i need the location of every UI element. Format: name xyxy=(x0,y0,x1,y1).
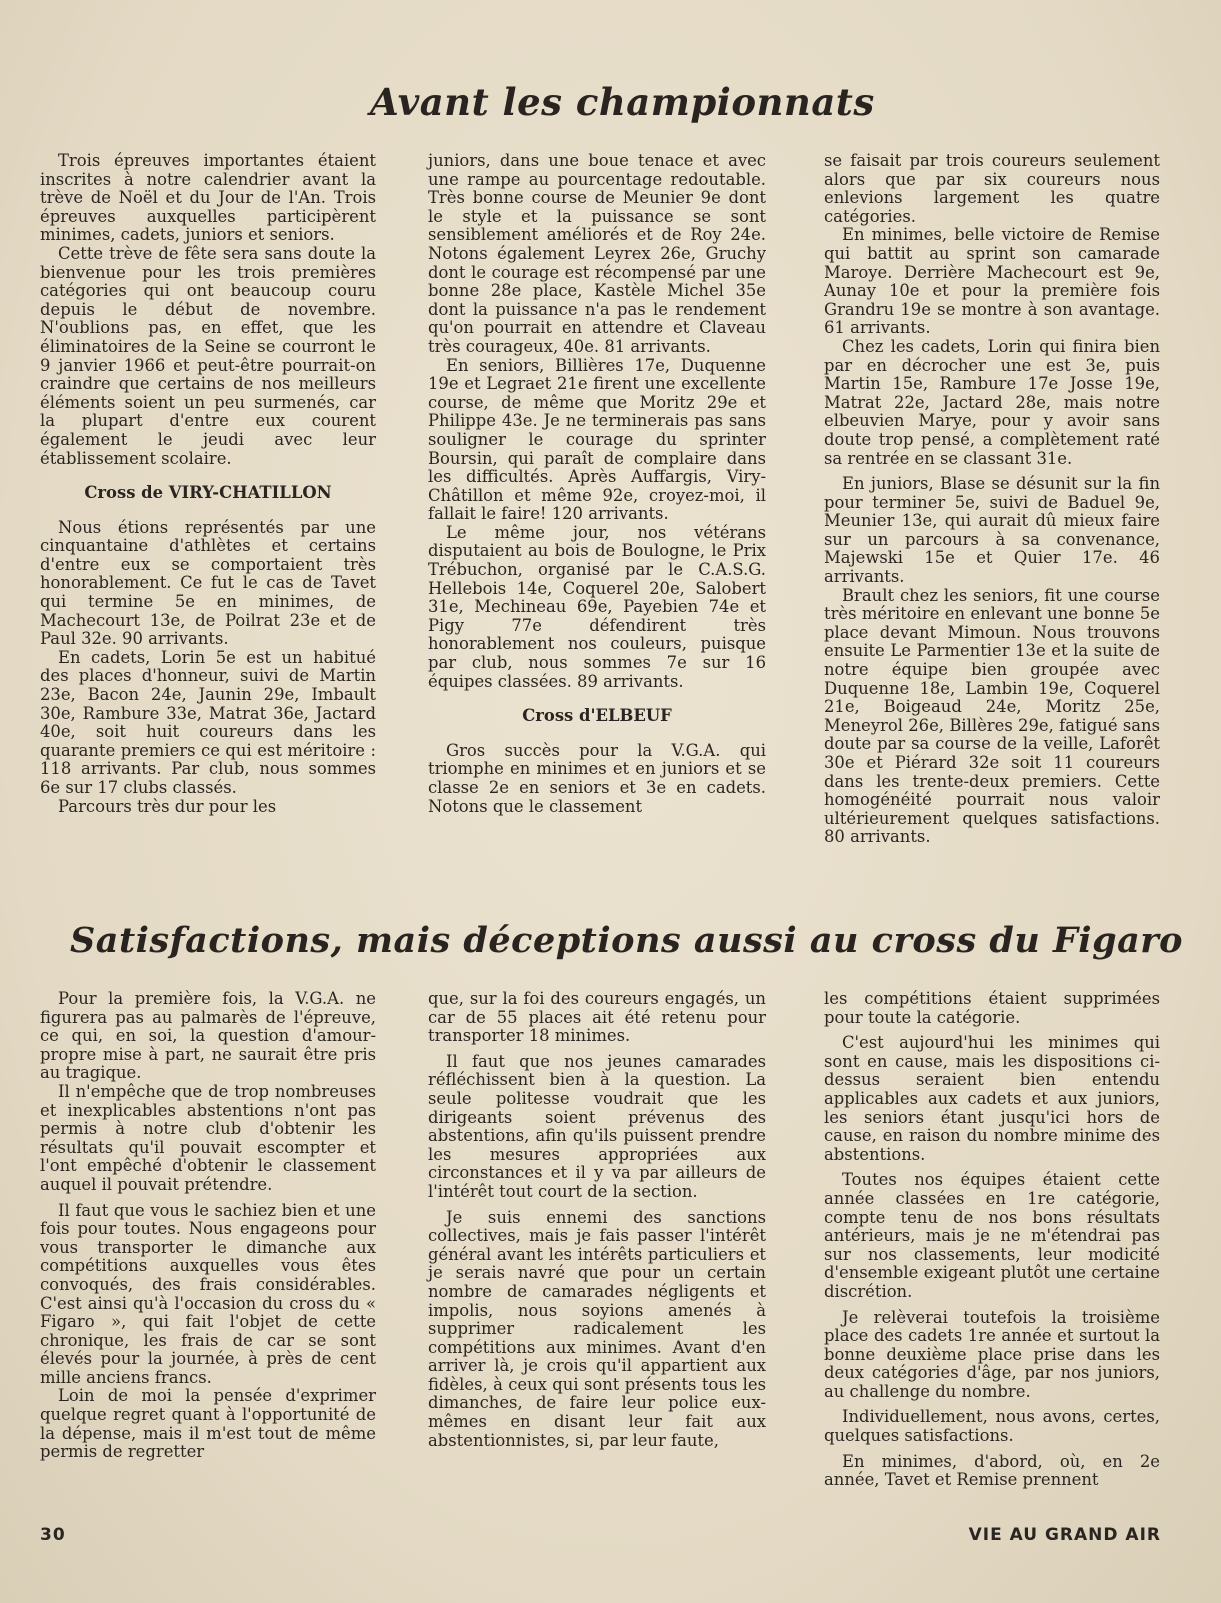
paragraph: En minimes, d'abord, où, en 2e année, Tavet et Remise prennent xyxy=(824,1451,1160,1490)
section-heading-elbeuf: Cross d'ELBEUF xyxy=(522,706,672,726)
paragraph: juniors, dans une boue tenace et avec une rampe au pourcentage redoutable. Très bonne course de Meunier 9e dont le style et la puissance se sont sensiblement améliorés et de Roy 24e. Notons également Leyrex 26e, Gruchy dont le courage est récompensé par une bonne 28e place, Kastèle Michel 35e dont la puissance n'a pas le rendement qu'on pourrait en attendre et Claveau très courageux, 40e. 81 arrivants. xyxy=(428,151,766,356)
paragraph: Je relèverai toutefois la troisième place des cadets 1re année et surtout la bonne deuxième place prise dans les deux catégories d'âge, par nos juniors, au challenge du nombre. xyxy=(824,1307,1160,1401)
paragraph: Parcours très dur pour les xyxy=(58,796,277,816)
article2-column-3 xyxy=(824,990,1160,1490)
paragraph: Toutes nos équipes étaient cette année classées en 1re catégorie, compte tenu de nos bons résultats antérieurs, mais je ne m'étendrai pas sur nos classements, leur modicité d'ensemble exigeant plutôt une certaine discrétion. xyxy=(824,1170,1160,1301)
paragraph: Nous étions représentés par une cinquantaine d'athlètes et certains d'entre eux se comportaient très honorablement. Ce fut le cas de Tavet qui termine 5e en minimes, de Machecourt 13e, de Poilrat 23e et de Paul 32e. 90 arrivants. xyxy=(40,517,376,649)
section-heading-viry-chatillon: Cross de VIRY-CHATILLON xyxy=(84,483,332,503)
paragraph: se faisait par trois coureurs seulement alors que par six coureurs nous enlevions largement les quatre catégories. xyxy=(824,151,1160,226)
paragraph: Pour la première fois, la V.G.A. ne figurera pas au palmarès de l'épreuve, ce qui, en soi, la question d'amour-propre mise à part, ne saurait être pris au tragique. xyxy=(40,989,376,1083)
paragraph: Je suis ennemi des sanctions collectives, mais je fais passer l'intérêt général avant les intérêts particuliers et je serais navré que pour un certain nombre de camarades négligents et impolis, nous soyions amenés à supprimer radicalement les compétitions aux minimes. Avant d'en arriver là, je crois qu'il appartient aux fidèles, à ceux qui sont présents tous les dimanches, de faire leur police eux-mêmes en disant leur fait aux abstentionnistes, si, par leur faute, xyxy=(428,1207,766,1450)
article-title-avant-les-championnats: Avant les championnats xyxy=(370,80,875,124)
article2-column-2 xyxy=(428,990,766,1450)
article-title-cross-du-figaro: Satisfactions, mais déceptions aussi au cross du Figaro xyxy=(70,920,1184,961)
paragraph: Loin de moi la pensée d'exprimer quelque regret quant à l'opportunité de la dépense, mais il m'est tout de même permis de regretter xyxy=(40,1386,376,1462)
article2-column-1 xyxy=(40,990,376,1462)
paragraph: En seniors, Billières 17e, Duquenne 19e et Legraet 21e firent une excellente course, de même que Moritz 29e et Philippe 43e. Je ne terminerais pas sans souligner le courage du sprinter Boursin, qui paraît de complaire dans les difficultés. Après Auffargis, Viry-Châtillon et même 92e, croyez-moi, il fallait le faire! 120 arrivants. xyxy=(428,355,766,524)
paragraph: Il faut que vous le sachiez bien et une fois pour toutes. Nous engageons pour vous transporter le dimanche aux compétitions auxquelles vous êtes convoqués, des frais considérables. C'est ainsi qu'à l'occasion du cross du « Figaro », qui fait l'objet de cette chronique, les frais de car se sont élevés pour la journée, à près de cent mille anciens francs. xyxy=(40,1200,376,1387)
paragraph: que, sur la foi des coureurs engagés, un car de 55 places ait été retenu pour transporter 18 minimes. xyxy=(428,989,766,1046)
magazine-name: VIE AU GRAND AIR xyxy=(968,1525,1161,1545)
article1-column-2 xyxy=(428,152,766,816)
paragraph: Individuellement, nous avons, certes, quelques satisfactions. xyxy=(824,1407,1160,1446)
paragraph: Trois épreuves importantes étaient inscrites à notre calendrier avant la trève de Noël et du Jour de l'An. Trois épreuves auxquelles participèrent minimes, cadets, juniors et seniors. xyxy=(40,151,376,245)
paragraph: C'est aujourd'hui les minimes qui sont en cause, mais les dispositions ci-dessus seraient bien entendu applicables aux cadets et aux juniors, les seniors étant jusqu'ici hors de cause, en raison du nombre minime des abstentions. xyxy=(824,1033,1160,1164)
article1-column-1 xyxy=(40,152,376,816)
page-number: 30 xyxy=(40,1525,66,1545)
paragraph: En minimes, belle victoire de Remise qui battit au sprint son camarade Maroye. Derrière Machecourt est 9e, Aunay 10e et pour la première fois Grandru 19e se montre à son avantage. 61 arrivants. xyxy=(824,225,1160,338)
paragraph: Gros succès pour la V.G.A. qui triomphe en minimes et en juniors et se classe 2e en seniors et 3e en cadets. Notons que le classement xyxy=(428,740,766,816)
paragraph: Brault chez les seniors, fit une course très méritoire en enlevant une bonne 5e place devant Mimoun. Nous trouvons ensuite Le Parmentier 13e et la suite de notre équipe bien groupée avec Duquenne 18e, Lambin 19e, Coquerel 21e, Boigeaud 24e, Moritz 25e, Meneyrol 26e, Billères 29e, fatigué sans doute par sa course de la veille, Laforêt 30e et Piérard 32e soit 11 coureurs dans les trente-deux premiers. Cette homogénéité pourrait nous valoir ultérieurement quelques satisfactions. 80 arrivants. xyxy=(824,585,1160,847)
paragraph: Chez les cadets, Lorin qui finira bien par en décrocher une est 3e, puis Martin 15e, Rambure 17e Josse 19e, Matrat 22e, Jactard 28e, mais notre elbeuvien Marye, pour y avoir sans doute trop pensé, a complètement raté sa rentrée en se classant 31e. xyxy=(824,336,1160,468)
paragraph: Il faut que nos jeunes camarades réfléchissent bien à la question. La seule politesse voudrait que les dirigeants soient prévenus des abstentions, afin qu'ils puissent prendre les mesures appropriées aux circonstances et il y va par ailleurs de l'intérêt tout court de la section. xyxy=(428,1051,766,1201)
paragraph: Il n'empêche que de trop nombreuses et inexplicables abstentions n'ont pas permis à notre club d'obtenir les résultats qu'il pouvait escompter et l'ont empêché d'obtenir le classement auquel il pouvait prétendre. xyxy=(40,1081,376,1194)
article1-column-3 xyxy=(824,152,1160,847)
paragraph: En cadets, Lorin 5e est un habitué des places d'honneur, suivi de Martin 23e, Bacon 24e, Jaunin 29e, Imbault 30e, Rambure 33e, Matrat 36e, Jactard 40e, soit huit coureurs dans les quarante premiers ce qui est méritoire : 118 arrivants. Par club, nous sommes 6e sur 17 clubs classés. xyxy=(40,647,376,797)
paragraph: Cette trève de fête sera sans doute la bienvenue pour les trois premières catégories qui ont beaucoup couru depuis le début de novembre. N'oublions pas, en effet, que les éliminatoires de la Seine se courront le 9 janvier 1966 et peut-être pourrait-on craindre que certains de nos meilleurs éléments soient un peu surmenés, car la plupart d'entre eux courent également le jeudi avec leur établissement scolaire. xyxy=(40,243,376,468)
paragraph: les compétitions étaient supprimées pour toute la catégorie. xyxy=(824,989,1160,1027)
paragraph: Le même jour, nos vétérans disputaient au bois de Boulogne, le Prix Trébuchon, organisé par le C.A.S.G. Hellebois 14e, Coquerel 20e, Salobert 31e, Mechineau 69e, Payebien 74e et Pigy 77e défendirent très honorablement nos couleurs, puisque par club, nous sommes 7e sur 16 équipes classées. 89 arrivants. xyxy=(428,522,766,691)
paragraph: En juniors, Blase se désunit sur la fin pour terminer 5e, suivi de Baduel 9e, Meunier 13e, qui aurait dû mieux faire sur un parcours à sa convenance, Majewski 15e et Quier 17e. 46 arrivants. xyxy=(824,474,1160,587)
